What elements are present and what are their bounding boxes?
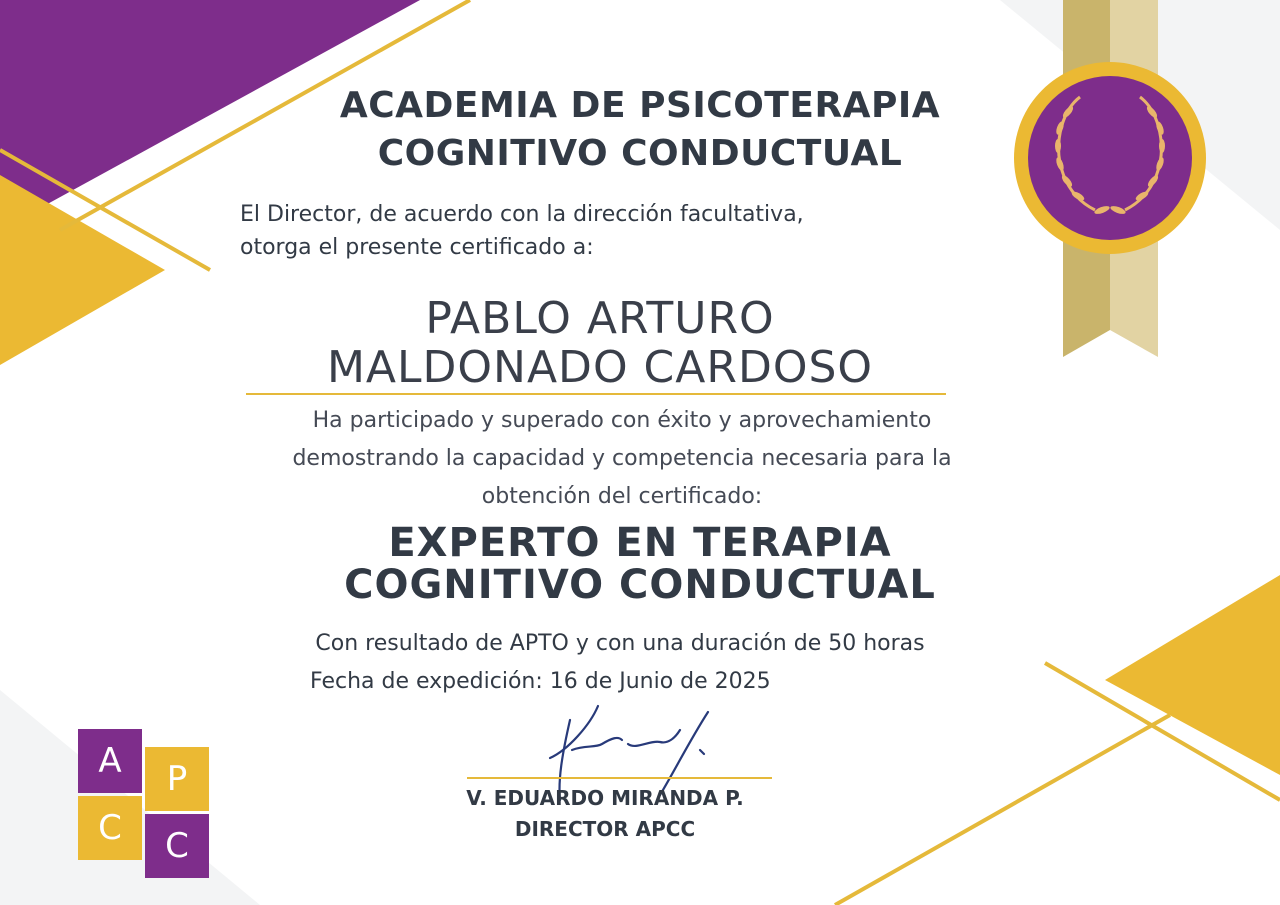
participation-line-3: obtención del certificado:	[481, 484, 763, 509]
recipient-line-1: PABLO ARTURO	[425, 293, 775, 344]
intro-text	[240, 198, 940, 264]
intro-line-1: El Director, de acuerdo con la dirección facultativa,	[240, 202, 804, 227]
program-title	[0, 522, 1280, 606]
signature-line	[467, 777, 772, 779]
logo-letter-c-left: C	[78, 796, 142, 860]
recipient-line-2: MALDONADO CARDOSO	[326, 342, 874, 393]
logo-letter-c-right: C	[145, 814, 209, 878]
participation-text	[0, 402, 1244, 516]
participation-line-2: demostrando la capacidad y competencia necesaria para la	[292, 446, 952, 471]
academy-title-line-1: ACADEMIA DE PSICOTERAPIA	[339, 85, 941, 126]
logo-letter-a: A	[78, 729, 142, 793]
apcc-logo	[78, 729, 210, 879]
program-line-1: EXPERTO EN TERAPIA	[388, 520, 892, 566]
academy-title-line-2: COGNITIVO CONDUCTUAL	[377, 133, 903, 174]
program-line-2: COGNITIVO CONDUCTUAL	[344, 562, 936, 608]
result-text: Con resultado de APTO y con una duración de 50 horas	[315, 631, 925, 656]
academy-title	[0, 82, 1280, 178]
participation-line-1: Ha participado y superado con éxito y aprovechamiento	[312, 408, 932, 433]
issue-date: Fecha de expedición: 16 de Junio de 2025	[310, 669, 771, 694]
recipient-name	[0, 294, 1200, 392]
name-underline	[246, 393, 946, 395]
logo-letter-p: P	[145, 747, 209, 811]
intro-line-2: otorga el presente certificado a:	[240, 235, 594, 260]
signer-role: DIRECTOR APCC	[514, 817, 696, 841]
signer-name: V. EDUARDO MIRANDA P.	[466, 786, 744, 810]
